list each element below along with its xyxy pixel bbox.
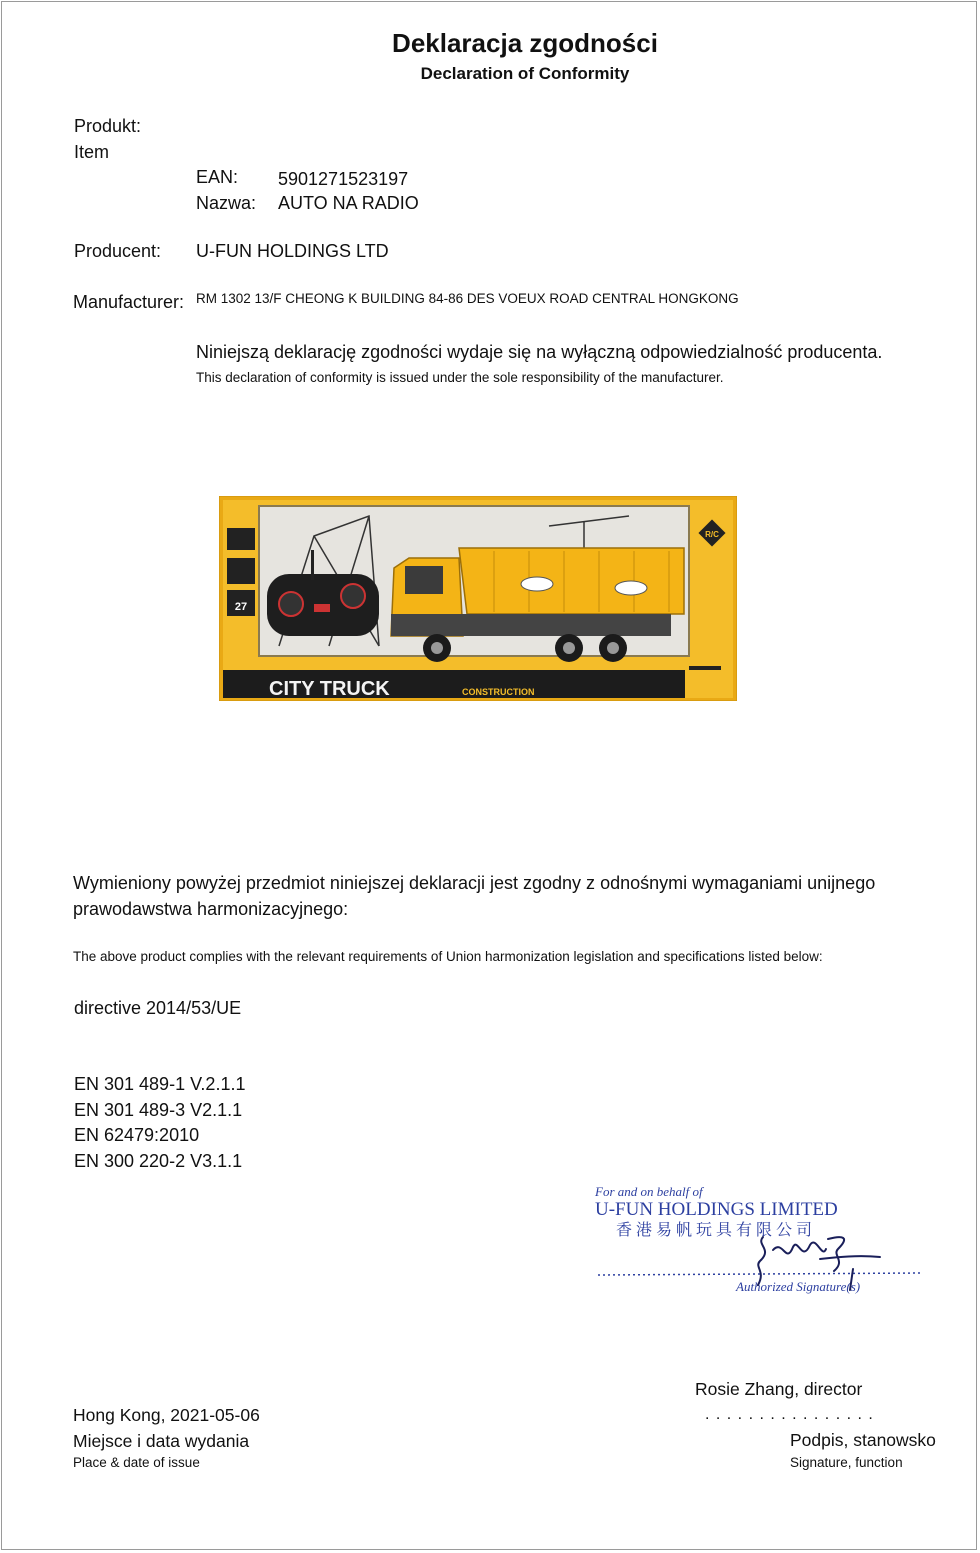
- page-border: [1, 1, 977, 1550]
- box-rc: R/C: [705, 530, 719, 539]
- standard-item: EN 301 489-3 V2.1.1: [74, 1100, 243, 1120]
- product-label-en: Item: [74, 142, 110, 162]
- signature-label-pl: Podpis, stanowsko: [790, 1430, 936, 1450]
- compliance-en: The above product complies with the relevant requirements of Union harmonization legislation and specifications listed below:: [73, 949, 823, 964]
- box-mhz: 27: [234, 601, 248, 613]
- stamp-line4: Authorized Signature(s): [736, 1279, 861, 1294]
- responsibility-pl: Niniejszą deklarację zgodności wydaje się na wyłączną odpowiedzialność producenta.: [196, 342, 883, 362]
- signature-label-en: Signature, function: [790, 1455, 903, 1470]
- place-date: Hong Kong, 2021-05-06: [73, 1405, 260, 1425]
- name-label: Nazwa:: [196, 193, 257, 213]
- box-sub: CONSTRUCTION: [462, 687, 535, 697]
- standard-item: EN 300 220-2 V3.1.1: [74, 1151, 243, 1171]
- name-value: AUTO NA RADIO: [278, 193, 419, 213]
- responsibility-en: This declaration of conformity is issued under the sole responsibility of the manufacturer.: [196, 370, 724, 385]
- stamp-line3: 香 港 易 帆 玩 具 有 限 公 司: [616, 1222, 813, 1239]
- document-subtitle: Declaration of Conformity: [420, 64, 630, 83]
- product-label-pl: Produkt:: [74, 116, 142, 136]
- stamp-line1: For and on behalf of: [595, 1184, 703, 1199]
- manufacturer-address: RM 1302 13/F CHEONG K BUILDING 84-86 DES VOEUX ROAD CENTRAL HONGKONG: [196, 291, 739, 306]
- signer-name: Rosie Zhang, director: [695, 1379, 863, 1399]
- compliance-pl-line2: prawodawstwa harmonizacyjnego:: [73, 899, 349, 919]
- product-photo: [219, 496, 737, 701]
- place-label-en: Place & date of issue: [73, 1455, 200, 1470]
- box-brand: CITY TRUCK: [269, 678, 390, 700]
- manufacturer-label-en: Manufacturer:: [73, 292, 185, 312]
- standard-item: EN 62479:2010: [74, 1125, 200, 1145]
- standard-item: EN 301 489-1 V.2.1.1: [74, 1074, 246, 1094]
- company-stamp: [588, 1175, 928, 1300]
- ean-value: 5901271523197: [278, 169, 409, 189]
- producer-name: U-FUN HOLDINGS LTD: [196, 241, 389, 261]
- directive: directive 2014/53/UE: [74, 998, 242, 1018]
- compliance-pl-line1: Wymieniony powyżej przedmiot niniejszej deklaracji jest zgodny z odnośnymi wymaganiami unijnego: [73, 873, 876, 893]
- document-title: Deklaracja zgodności: [392, 28, 658, 58]
- place-label-pl: Miejsce i data wydania: [73, 1431, 250, 1451]
- stamp-line2: U-FUN HOLDINGS LIMITED: [595, 1199, 838, 1220]
- producer-label-pl: Producent:: [74, 241, 162, 261]
- signature-dots: . . . . . . . . . . . . . . . .: [705, 1406, 874, 1423]
- ean-label: EAN:: [196, 167, 239, 187]
